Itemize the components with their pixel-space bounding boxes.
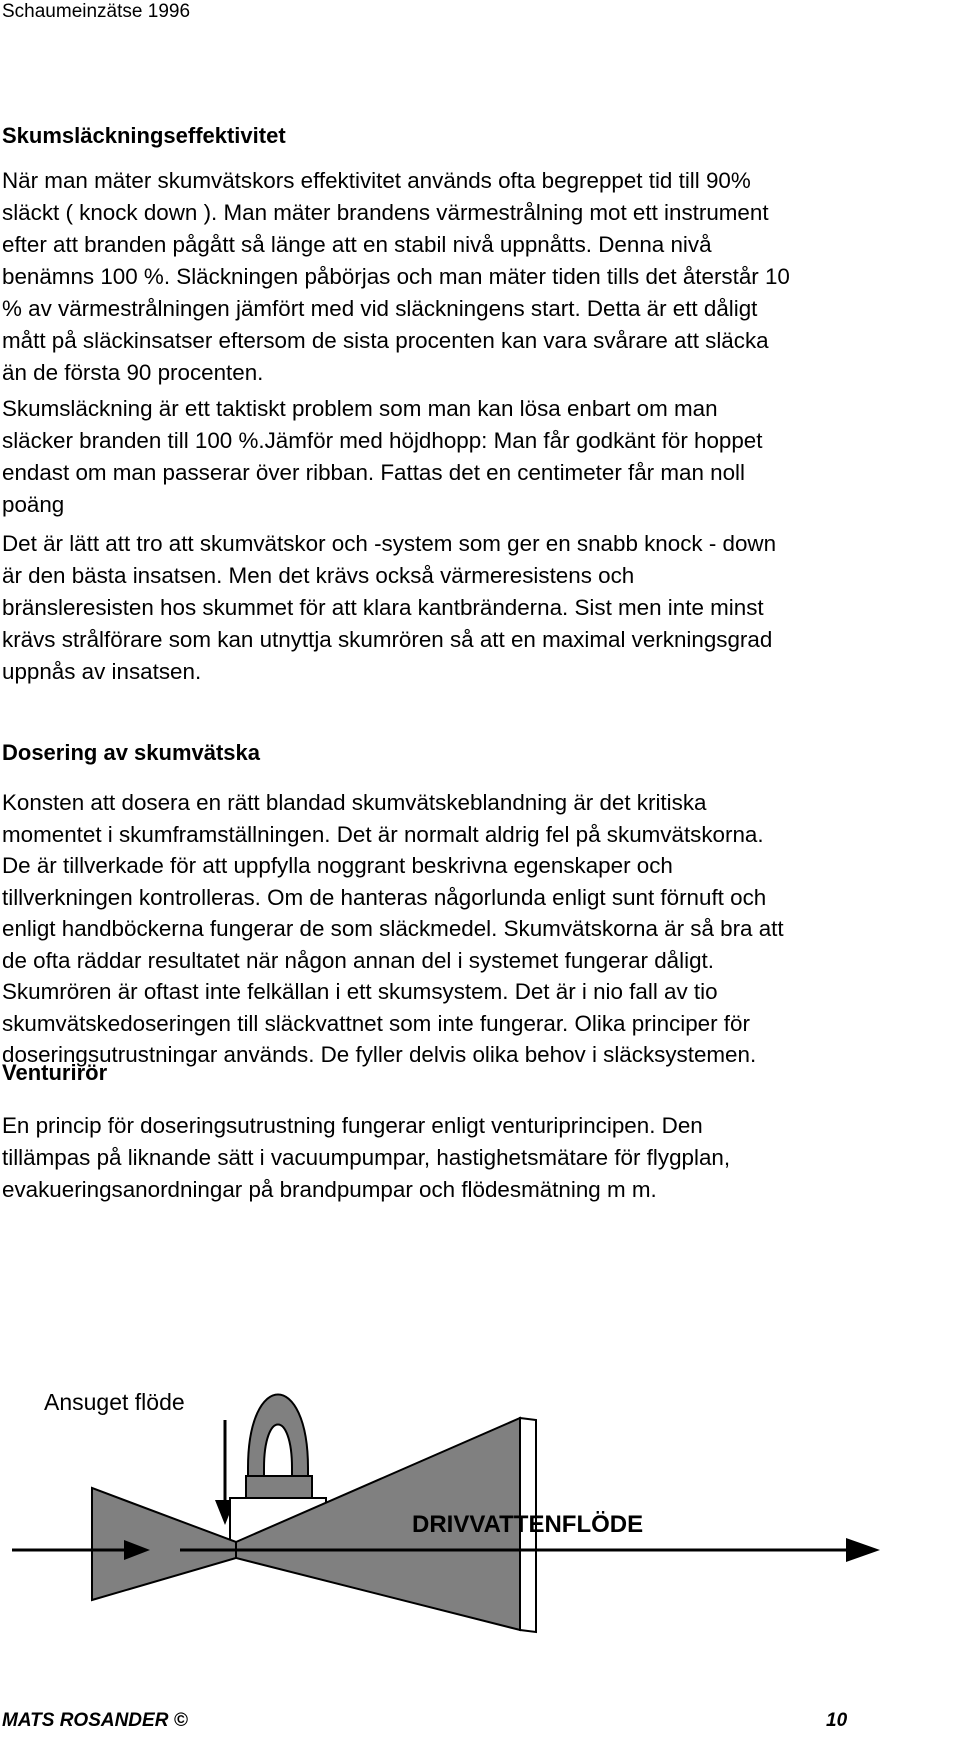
footer-author: MATS ROSANDER © [2,1710,188,1731]
page-footer [0,1710,960,1736]
page-number: 10 [826,1710,848,1731]
inlet-nozzle [92,1488,236,1600]
paragraph-venturi: En princip för doseringsutrustning fungerar enligt venturiprincipen. Den tillämpas på liknande sätt i vacuumpumpar, hastighetsmätare för flygplan, evakueringsanordningar på brandpumpar och flödesmätning m m. [2,1113,731,1202]
paragraph-effectiveness-1: När man mäter skumvätskors effektivitet används ofta begreppet tid till 90% släckt ( knock down ). Man mäter brandens värmestrålning mot ett instrument efter att branden pågått så länge att en stabil nivå uppnåtts. Denna nivå benämns 100 %. Släckningen påbörjas och man mäter tiden tills det återstår 10 % av värmestrålningen jämfört med vid släckningens start. Detta är ett dåligt mått på släckinsatser eftersom de sista procenten kan vara svårare att släcka än de första 90 procenten. [2,168,790,385]
paragraph-dosing: Konsten att dosera en rätt blandad skumvätskeblandning är det kritiska momentet i skumframställningen. Det är normalt aldrig fel på skumvätskorna. De är tillverkade för att uppfylla noggrant beskrivna egenskaper och tillverkningen kontrolleras. Om de hanteras någorlunda enligt sunt förnuft och enligt handböckerna fungerar de som släckmedel. Skumvätskorna är så bra att de ofta räddar resultatet när någon annan del i systemet fungerar dåligt. Skumrören är oftast inte felkällan i ett skumsystem. Det är i nio fall av tio skumvätskedoseringen till släckvattnet som inte fungerar. Olika principer för doseringsutrustningar används. De fyller delvis olika behov i släcksystemen. [2,790,784,1067]
drive-flow-label: DRIVVATTENFLÖDE [412,1511,644,1538]
paragraph-effectiveness-3: Det är lätt att tro att skumvätskor och -system som ger en snabb knock - down är den bästa insatsen. Men det krävs också värmeresistens och bränsleresisten hos skummet för att klara kantbränderna. Sist men inte minst krävs strålförare som kan utnyttja skumrören så att en maximal verkningsgrad uppnås av insatsen. [2,531,777,684]
heading-foam-effectiveness: Skumsläckningseffektivitet [2,123,286,148]
heading-venturi: Venturirör [2,1060,108,1085]
venturi-diagram [0,1380,960,1640]
drive-flow-arrow-head [846,1538,880,1562]
suction-flow-label: Ansuget flöde [44,1389,185,1415]
page-header: Schaumeinzätse 1996 [2,1,191,22]
hose-coupling [246,1476,312,1498]
heading-dosing: Dosering av skumvätska [2,740,261,765]
paragraph-effectiveness-2: Skumsläckning är ett taktiskt problem som man kan lösa enbart om man släcker branden till 100 %.Jämför med höjdhopp: Man får godkänt för hoppet endast om man passerar över ribban. Fattas det en centimeter får man noll poäng [2,396,763,517]
suction-hose [248,1395,308,1481]
